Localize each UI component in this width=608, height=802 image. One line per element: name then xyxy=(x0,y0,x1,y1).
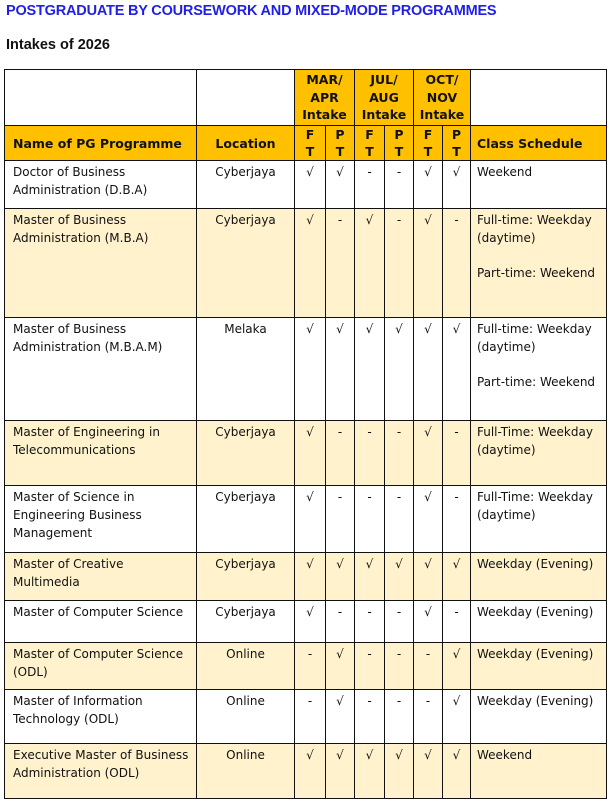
programme-name: Master of Business Administration (M.B.A) xyxy=(5,209,197,318)
programmes-table xyxy=(4,69,607,799)
availability-jul-aug-pt: √ xyxy=(385,553,414,601)
class-schedule xyxy=(471,601,607,643)
availability-jul-aug-pt: - xyxy=(385,601,414,643)
availability-jul-aug-pt: - xyxy=(385,643,414,690)
programme-location: Cyberjaya xyxy=(197,421,295,486)
availability-oct-nov-ft: - xyxy=(414,690,443,744)
programme-name: Executive Master of Business Administration (ODL) xyxy=(5,744,197,799)
programme-location: Online xyxy=(197,744,295,799)
availability-jul-aug-pt: - xyxy=(385,209,414,318)
class-schedule xyxy=(471,318,607,421)
table-row xyxy=(5,209,607,318)
header-class-schedule: Class Schedule xyxy=(471,126,607,161)
schedule-gap xyxy=(477,247,602,264)
availability-jul-aug-ft: - xyxy=(355,643,385,690)
programme-name: Master of Computer Science xyxy=(5,601,197,643)
blank-header-cell xyxy=(197,70,295,126)
header-pt: P T xyxy=(326,126,355,161)
availability-jul-aug-pt: - xyxy=(385,486,414,553)
schedule-line: Weekday (Evening) xyxy=(477,557,594,571)
availability-jul-aug-ft: √ xyxy=(355,209,385,318)
class-schedule xyxy=(471,744,607,799)
page-subtitle: Intakes of 2026 xyxy=(6,37,110,53)
availability-jul-aug-ft: √ xyxy=(355,318,385,421)
availability-oct-nov-ft: √ xyxy=(414,486,443,553)
column-header-row xyxy=(5,126,607,161)
availability-jul-aug-pt: - xyxy=(385,161,414,209)
programme-location: Melaka xyxy=(197,318,295,421)
availability-oct-nov-pt: - xyxy=(443,486,471,553)
table-row xyxy=(5,421,607,486)
blank-header-cell xyxy=(471,70,607,126)
programme-location: Cyberjaya xyxy=(197,486,295,553)
availability-mar-apr-ft: √ xyxy=(295,161,326,209)
availability-mar-apr-pt: - xyxy=(326,486,355,553)
availability-oct-nov-pt: - xyxy=(443,601,471,643)
availability-jul-aug-pt: - xyxy=(385,421,414,486)
programme-location: Cyberjaya xyxy=(197,161,295,209)
programme-name: Master of Business Administration (M.B.A.M) xyxy=(5,318,197,421)
availability-jul-aug-ft: - xyxy=(355,421,385,486)
availability-jul-aug-ft: √ xyxy=(355,553,385,601)
schedule-line: Weekend xyxy=(477,165,533,179)
table-row xyxy=(5,486,607,553)
availability-oct-nov-pt: √ xyxy=(443,318,471,421)
class-schedule xyxy=(471,161,607,209)
availability-oct-nov-ft: √ xyxy=(414,421,443,486)
availability-oct-nov-ft: √ xyxy=(414,318,443,421)
programme-name: Master of Information Technology (ODL) xyxy=(5,690,197,744)
availability-oct-nov-ft: √ xyxy=(414,161,443,209)
availability-oct-nov-ft: - xyxy=(414,643,443,690)
class-schedule xyxy=(471,486,607,553)
header-ft: F T xyxy=(355,126,385,161)
schedule-line: Full-time: Weekday (daytime) xyxy=(477,213,592,245)
table-row xyxy=(5,744,607,799)
availability-mar-apr-ft: √ xyxy=(295,744,326,799)
availability-jul-aug-pt: √ xyxy=(385,318,414,421)
availability-oct-nov-ft: √ xyxy=(414,553,443,601)
header-pt: P T xyxy=(385,126,414,161)
programme-name: Master of Computer Science (ODL) xyxy=(5,643,197,690)
programme-location: Online xyxy=(197,643,295,690)
schedule-line: Part-time: Weekend xyxy=(477,375,596,389)
availability-mar-apr-ft: √ xyxy=(295,318,326,421)
availability-jul-aug-ft: - xyxy=(355,486,385,553)
programme-name: Doctor of Business Administration (D.B.A) xyxy=(5,161,197,209)
availability-oct-nov-pt: √ xyxy=(443,643,471,690)
header-ft: F T xyxy=(414,126,443,161)
availability-jul-aug-ft: - xyxy=(355,601,385,643)
table-row xyxy=(5,553,607,601)
availability-mar-apr-ft: √ xyxy=(295,209,326,318)
programme-location: Cyberjaya xyxy=(197,553,295,601)
availability-mar-apr-pt: √ xyxy=(326,318,355,421)
availability-oct-nov-pt: √ xyxy=(443,553,471,601)
class-schedule xyxy=(471,209,607,318)
availability-jul-aug-ft: - xyxy=(355,690,385,744)
availability-jul-aug-pt: √ xyxy=(385,744,414,799)
class-schedule xyxy=(471,690,607,744)
intake-header-jul-aug: JUL/ AUG Intake xyxy=(355,70,414,126)
intake-header-mar-apr: MAR/ APR Intake xyxy=(295,70,355,126)
availability-mar-apr-pt: - xyxy=(326,421,355,486)
header-pt: P T xyxy=(443,126,471,161)
availability-oct-nov-pt: √ xyxy=(443,744,471,799)
schedule-gap xyxy=(477,356,602,373)
page-title: POSTGRADUATE BY COURSEWORK AND MIXED-MODE PROGRAMMES xyxy=(6,3,497,19)
availability-oct-nov-pt: √ xyxy=(443,161,471,209)
availability-mar-apr-ft: √ xyxy=(295,601,326,643)
availability-mar-apr-pt: √ xyxy=(326,553,355,601)
availability-jul-aug-ft: - xyxy=(355,161,385,209)
availability-mar-apr-pt: √ xyxy=(326,161,355,209)
availability-jul-aug-ft: √ xyxy=(355,744,385,799)
table-row xyxy=(5,601,607,643)
header-ft: F T xyxy=(295,126,326,161)
programme-name: Master of Science in Engineering Business Management xyxy=(5,486,197,553)
intake-header-oct-nov: OCT/ NOV Intake xyxy=(414,70,471,126)
availability-oct-nov-ft: √ xyxy=(414,601,443,643)
availability-mar-apr-pt: √ xyxy=(326,690,355,744)
availability-mar-apr-ft: √ xyxy=(295,486,326,553)
table-row xyxy=(5,643,607,690)
availability-mar-apr-ft: √ xyxy=(295,553,326,601)
schedule-line: Weekday (Evening) xyxy=(477,647,594,661)
availability-oct-nov-pt: √ xyxy=(443,690,471,744)
schedule-line: Full-time: Weekday (daytime) xyxy=(477,322,592,354)
availability-oct-nov-ft: √ xyxy=(414,209,443,318)
header-programme-name: Name of PG Programme xyxy=(5,126,197,161)
blank-header-cell xyxy=(5,70,197,126)
programme-name: Master of Creative Multimedia xyxy=(5,553,197,601)
availability-mar-apr-ft: - xyxy=(295,643,326,690)
availability-oct-nov-pt: - xyxy=(443,209,471,318)
availability-mar-apr-pt: √ xyxy=(326,744,355,799)
schedule-line: Full-Time: Weekday (daytime) xyxy=(477,425,593,457)
availability-jul-aug-pt: - xyxy=(385,690,414,744)
availability-mar-apr-ft: - xyxy=(295,690,326,744)
schedule-line: Weekday (Evening) xyxy=(477,694,594,708)
header-location: Location xyxy=(197,126,295,161)
availability-mar-apr-pt: - xyxy=(326,601,355,643)
programme-location: Cyberjaya xyxy=(197,209,295,318)
schedule-line: Weekend xyxy=(477,748,533,762)
availability-mar-apr-pt: - xyxy=(326,209,355,318)
availability-mar-apr-ft: √ xyxy=(295,421,326,486)
availability-oct-nov-pt: - xyxy=(443,421,471,486)
table-row xyxy=(5,161,607,209)
table-row xyxy=(5,318,607,421)
class-schedule xyxy=(471,643,607,690)
intake-header-row xyxy=(5,70,607,126)
class-schedule xyxy=(471,421,607,486)
table-row xyxy=(5,690,607,744)
programme-name: Master of Engineering in Telecommunications xyxy=(5,421,197,486)
availability-oct-nov-ft: √ xyxy=(414,744,443,799)
schedule-line: Part-time: Weekend xyxy=(477,266,596,280)
class-schedule xyxy=(471,553,607,601)
schedule-line: Full-Time: Weekday (daytime) xyxy=(477,490,593,522)
programme-location: Online xyxy=(197,690,295,744)
availability-mar-apr-pt: √ xyxy=(326,643,355,690)
programme-location: Cyberjaya xyxy=(197,601,295,643)
schedule-line: Weekday (Evening) xyxy=(477,605,594,619)
